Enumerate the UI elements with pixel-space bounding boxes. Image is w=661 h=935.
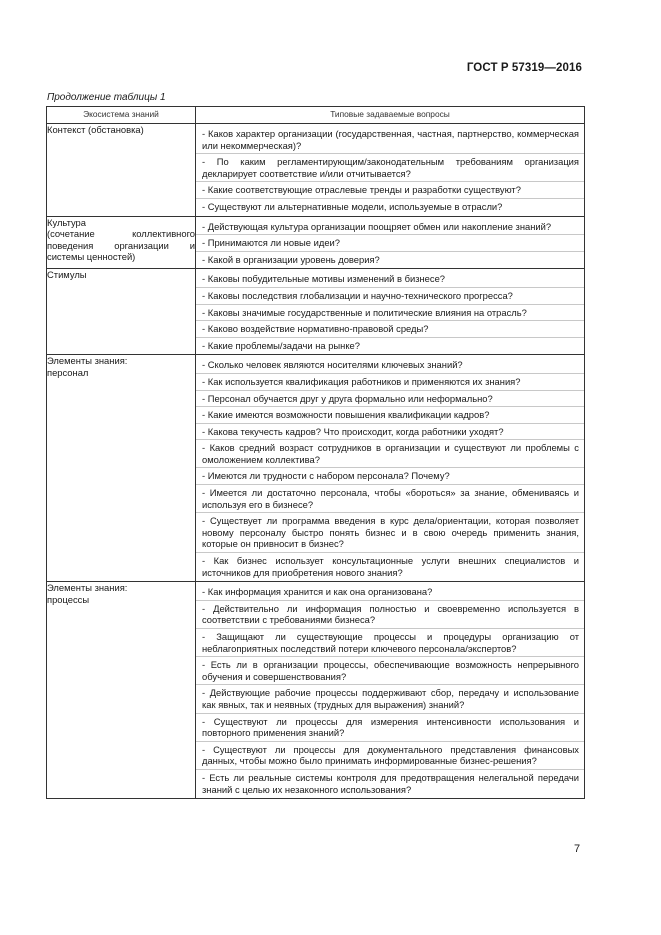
table-row [47,269,585,355]
question-item: - Каково воздействие нормативно-правовой среды? [196,321,584,338]
question-item: - Действующие рабочие процессы поддерживают сбор, передачу и использование как явных, так и неявных (трудных для выражения) знаний? [196,685,584,713]
question-item: - Как бизнес использует консультационные услуги внешних специалистов и источников для приобретения нового знания? [202,555,579,578]
table-caption: Продолжение таблицы 1 [47,92,166,103]
question-item: - Принимаются ли новые идеи? [196,235,584,252]
question-item: - Какие имеются возможности повышения квалификации кадров? [196,407,584,424]
question-item: - По каким регламентирующим/законодательным требованиям организация декларирует соответствие и/или отчитывается? [196,154,584,182]
category-label: Стимулы [47,269,87,281]
table-row [47,216,585,269]
question-item: - Каков средний возраст сотрудников в организации и существуют ли проблемы с омоложением коллектива? [196,440,584,468]
page-number: 7 [574,843,581,855]
question-item: - Существуют ли процессы для измерения интенсивности использования и повторного применения знаний? [196,714,584,742]
question-item: - Персонал обучается друг у друга формально или неформально? [196,391,584,408]
question-item: - Существует ли программа введения в курс дела/ориентации, которая позволяет новому персоналу быстро понять бизнес и в свою очередь применить знания, которые он привносит в бизнес? [196,513,584,553]
table-row [47,355,585,582]
question-item: - Действующая культура организации поощряет обмен или накопление знаний? [196,217,584,236]
questions-cell [196,269,585,355]
questions-cell [196,124,585,217]
document-standard-header: ГОСТ Р 57319—2016 [466,62,582,74]
question-item: - Сколько человек являются носителями ключевых знаний? [196,355,584,374]
question-item: - Какова текучесть кадров? Что происходит, когда работники уходят? [196,424,584,441]
category-cell [47,216,196,269]
question-item: - Какие проблемы/задачи на рынке? [202,339,360,351]
category-label: процессы [47,593,90,605]
category-cell [47,269,196,355]
column-header-questions: Типовые задаваемые вопросы [196,107,585,124]
category-label: персонал [47,366,89,378]
question-item: - Имеется ли достаточно персонала, чтобы «бороться» за знание, обмениваясь и используя его в бизнесе? [196,485,584,513]
question-item: - Какие соответствующие отраслевые тренды и разработки существуют? [196,182,584,199]
question-item: - Существуют ли альтернативные модели, используемые в отрасли? [202,200,503,212]
question-item: - Как информация хранится и как она организована? [196,582,584,601]
questions-cell [196,582,585,799]
question-item: - Есть ли в организации процессы, обеспечивающие возможность непрерывного обучения и совершенствования? [196,657,584,685]
category-label: Контекст (обстановка) [47,124,144,135]
category-label: поведения организации и [47,239,195,251]
table-row [47,124,585,217]
question-item: - Существуют ли процессы для документального представления финансовых данных, чтобы можно было принимать информированные бизнес-решения? [196,742,584,770]
category-label: (сочетание коллективного [47,228,195,240]
column-header-ecosystem: Экосистема знаний [47,107,196,124]
category-label: Элементы знания: [47,582,128,594]
table-header-row [47,107,585,124]
question-item: - Какой в организации уровень доверия? [202,253,380,265]
ecosystem-table [46,106,585,799]
category-cell [47,124,196,217]
question-item: - Каковы значимые государственные и политические влияния на отрасль? [196,305,584,322]
question-item: - Действительно ли информация полностью и своевременно используется в соответствии с требованиями бизнеса? [196,601,584,629]
question-item: - Каковы побудительные мотивы изменений в бизнесе? [196,269,584,288]
category-label: Элементы знания: [47,355,128,367]
category-cell [47,582,196,799]
questions-cell [196,216,585,269]
category-label: системы ценностей) [47,251,136,263]
question-item: - Есть ли реальные системы контроля для предотвращения нелегальной передачи знаний с целью их незаконного использования? [202,771,579,795]
category-label: Культура [47,216,86,228]
question-item: - Имеются ли трудности с набором персонала? Почему? [196,468,584,485]
questions-cell [196,355,585,582]
table-row [47,582,585,799]
question-item: - Как используется квалификация работников и применяются их знания? [196,374,584,391]
question-item: - Защищают ли существующие процессы и процедуры организацию от неблагоприятных последствий потери ключевого персонала/экспертов? [196,629,584,657]
question-item: - Каковы последствия глобализации и научно-технического прогресса? [196,288,584,305]
category-cell [47,355,196,582]
question-item: - Каков характер организации (государственная, частная, партнерство, коммерческая или некоммерческая)? [196,124,584,154]
